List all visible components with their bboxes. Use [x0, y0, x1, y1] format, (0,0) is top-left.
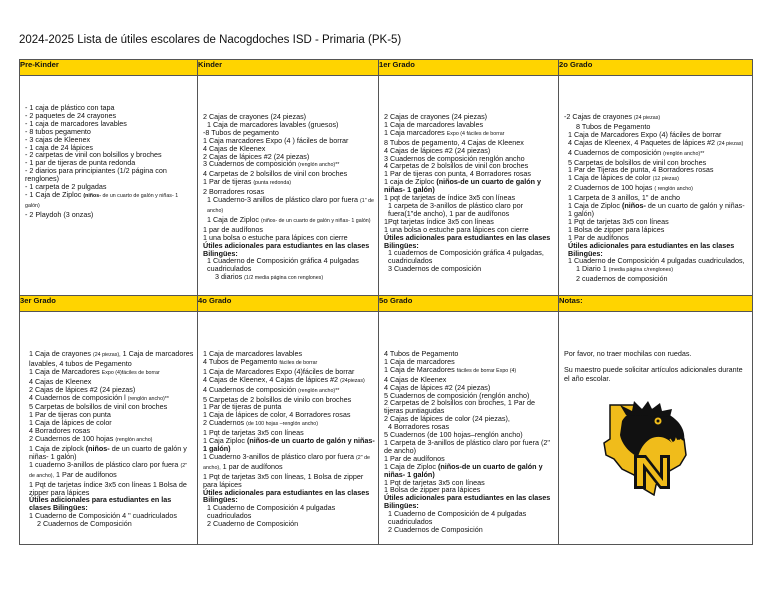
header-grade2: 2o Grado [559, 60, 753, 76]
list-item: 1 Pqt de tarjetas índice 3x5 con líneas 1 Bolsa de zipper para lápices [29, 479, 187, 497]
list-item: 1 Diario 1 (media página c/renglones) [576, 264, 673, 274]
list-item: 4 Cuadernos de composición l (renglón ancho)** [29, 392, 169, 402]
list-item: -2 Cajas de crayones (24 piezas) [564, 112, 661, 121]
list-item: 1 Par de tijeras de punta [203, 402, 282, 412]
list-item: - 1 caja de 24 lápices [25, 142, 93, 152]
list-item: 4 Cajas de Kleenex [203, 143, 266, 153]
list-item: 1 Caja de crayones (24 piezas), 1 Caja de marcadores lavables, 4 tubos de Pegamento [29, 349, 194, 368]
list-item: - 3 cajas de Kleenex [25, 134, 91, 144]
list-item: 4 Tubos de Pegamento fáciles de borrar [203, 356, 318, 366]
list-item: 4 Tubos de Pegamento [384, 349, 459, 358]
cell-grade3 [20, 312, 198, 545]
list-item: 1Pqt tarjetas índice 3x5 con líneas [384, 216, 494, 226]
dragon-spikes [620, 401, 672, 417]
list-item: 1 Par de tijeras (punta redonda) [203, 177, 292, 187]
list-item: - 2 carpetas de vinil con bolsillos y broches [25, 150, 162, 160]
list-item: 1 Bolsa de zipper para lápices [568, 224, 665, 234]
list-item: 4 Borradores rosas [29, 426, 91, 436]
list-item: 2 Carpetas de 2 bolsillos con broches, 1 Par de tijeras puntiagudas [384, 398, 536, 416]
list-item: 2 Cuaderno de Composición [207, 519, 299, 529]
note-item: Su maestro puede solicitar artículos adicionales durante el año escolar. [564, 365, 743, 383]
header-notes: Notas: [559, 296, 753, 312]
list-item: 2 Cuadernos de 100 hojas ( renglón ancho) [568, 183, 693, 193]
list-item: 1 cuadernos de Composición gráfica 4 pulgadas, cuadriculados [388, 248, 544, 266]
list-item: 4 Carpetas de 2 bolsillos de vinil con broches [384, 161, 529, 171]
list-item: 1 Caja de marcadores lavables (gruesos) [207, 119, 339, 129]
list-item: 1 Caja de marcadores [384, 356, 455, 366]
bilingual-heading: Útiles adicionales para estudiantes en las clases Bilingües: [384, 232, 551, 250]
list-item: 2 Cajas de crayones (24 piezas) [203, 112, 307, 121]
list-item: 1 Caja de lápices de color [29, 418, 112, 428]
list-item: - 1 caja de marcadores lavables [25, 118, 127, 128]
list-item: - 1 Caja de Ziploc (niños- de un cuarto de galón y niñas- 1 galón) [25, 189, 179, 209]
list-item: - 1 par de tijeras de punta redonda [25, 158, 136, 168]
list-item: 1 Caja de Marcadores Expo (4)fáciles de borrar [29, 366, 160, 376]
cell-grade2 [559, 76, 753, 296]
list-item: 2 Cajas de lápices #2 (24 piezas) [29, 384, 136, 394]
list-item: 1 Caja de Ziploc (niños- de un cuarto de galón y niñas- 1 galón) [568, 201, 745, 218]
list-item: 1 Caja de marcadores lavables [203, 349, 303, 358]
cell-kinder [198, 76, 379, 296]
list-item: 1 Cuaderno-3 anillos de plástico claro por fuera (1" de ancho) [207, 195, 374, 214]
list-item: 4 Carpetas de 2 bolsillos de vinil con broches [203, 169, 348, 179]
list-item: 1 Cuaderno de Composición de 4 pulgadas cuadriculados [388, 509, 527, 527]
header-kinder: Kinder [198, 60, 379, 76]
list-item: 1 carpeta de 3-anillos de plástico claro por fuera(1"de ancho), 1 par de audífonos [388, 200, 524, 218]
bilingual-heading: Útiles adicionales para estudiantes en las clases Bilingües: [203, 487, 370, 505]
list-item: 1 Caja de Marcadores fáciles de borrar Expo (4) [384, 364, 517, 374]
list-item: 4 Cajas de Kleenex [384, 374, 447, 384]
list-item: 1 Caja de Marcadores Expo (4) fáciles de borrar [568, 129, 722, 139]
header-grade1: 1er Grado [379, 60, 559, 76]
list-item: 2 Cuadernos de Composición [37, 519, 132, 529]
list-item: 4 Cajas de Kleenex, 4 Paquetes de lápices #2 (24 piezas) [568, 137, 744, 147]
list-item: 2 Cuadernos de 100 hojas (renglón ancho) [29, 434, 153, 444]
bilingual-heading: Útiles adicionales para estudiantes en las clases Bilingües: [568, 240, 735, 258]
cell-grade1 [379, 76, 559, 296]
list-item: 1 Caja de ziplock (niños- de un cuarto de galón y niñas- 1 galón) [29, 443, 187, 461]
cell-prek [20, 76, 198, 296]
list-item: 1 Par de Tijeras de punta, 4 Borradores rosas [568, 165, 714, 175]
list-item: 8 Tubos de Pegamento [576, 121, 651, 131]
list-item: 1 Par de audífonos [384, 453, 445, 463]
header-grade4: 4o Grado [198, 296, 379, 312]
list-item: 4 Cajas de lápices #2 (24 piezas) [384, 382, 491, 392]
list-item: 5 Carpetas de 2 bolsillos de vinilo con broches [203, 394, 352, 404]
list-item: 5 Cuadernos de composición (renglón ancho) [384, 390, 530, 400]
page-title: 2024-2025 Lista de útiles escolares de Nacogdoches ISD - Primaria (PK-5) [19, 34, 402, 46]
cell-grade5 [379, 312, 559, 545]
list-item: 1 cuaderno 3-anillos de plástico claro por fuera (2" de ancho), 1 Par de audífonos [29, 459, 188, 479]
list-item: 1 par de audífonos [203, 224, 263, 234]
list-item: 1 Caja de marcadores lavables [384, 119, 484, 129]
list-item: 1 Caja Ziploc (niños-de un cuarto de galón y niñas- 1 galón) [203, 436, 375, 453]
list-item: 1 Cuaderno 3-anillos de plástico claro por fuera (2" de ancho), 1 par de audífonos [203, 451, 370, 471]
list-item: 1 Carpeta de 3 anillos, 1" de ancho [568, 193, 681, 203]
list-item: 5 Cuadernos (de 100 hojas–renglón ancho) [384, 430, 523, 440]
list-item: 3 Cuadernos de composición [388, 264, 482, 274]
header-grade5: 5o Grado [379, 296, 559, 312]
list-item: 2 Cajas de crayones (24 piezas) [384, 112, 488, 121]
header-grade3: 3er Grado [20, 296, 198, 312]
list-item: 1 pqt de tarjetas de índice 3x5 con líneas [384, 193, 516, 203]
list-item: 4 Cajas de Kleenex [29, 376, 92, 386]
dragon-logo-icon [600, 399, 692, 496]
list-item: - 2 diarios para principiantes (1/2 página con renglones) [25, 166, 167, 184]
list-item: 1 Pqt de tarjetas 3x5 con líneas [384, 477, 485, 487]
list-item: 1 Bolsa de zipper para lápices [384, 485, 481, 495]
list-item: 3 Cuadernos de composición renglón ancho [384, 153, 525, 163]
list-item: 1 Par de tijeras con punta [29, 410, 111, 420]
list-item: 1 Caja de lápices de color, 4 Borradores rosas [203, 410, 351, 420]
note-item: Por favor, no traer mochilas con ruedas. [564, 349, 692, 358]
list-item: 4 Cuadernos de composición (renglón ancho)** [203, 384, 340, 394]
list-item: 1 Par de audífonos [568, 232, 629, 242]
list-item: 1 Par de tijeras con punta, 4 Borradores rosas [384, 169, 532, 179]
list-item: - 2 paquetes de 24 crayones [25, 110, 117, 120]
list-item: 1 Caja de Marcadores Expo (4)fáciles de borrar [203, 366, 355, 376]
list-item: 1 Caja de Ziploc (niños-de un cuarto de galón y niñas- 1 galón) [384, 461, 543, 479]
list-item: 1 Cuaderno de Composición 4 pulgadas cuadriculados, [568, 256, 745, 266]
list-item: 1 Caja de lápices de color (12 piezas) [568, 173, 679, 183]
list-item: 1 Cuaderno de Composición gráfica 4 pulgadas cuadriculados [207, 256, 359, 274]
list-item: 2 Cuadernos (de 100 hojas –renglón ancho) [203, 418, 319, 428]
list-item: 1 una bolsa o estuche para lápices con cierre [384, 224, 529, 234]
list-item: - 1 caja de plástico con tapa [25, 103, 115, 112]
list-item: 1 Cuaderno de Composición 4 pulgadas cuadriculados [207, 503, 336, 521]
list-item: - 2 Playdoh (3 onzas) [25, 209, 94, 219]
list-item: 4 Cajas de lápices #2 (24 piezas) [384, 145, 491, 155]
header-prek: Pre-Kinder [20, 60, 198, 76]
list-item: 1 Caja marcadores Expo (4 fáciles de borrar [384, 127, 505, 137]
list-item: 1 Carpeta de 3-anillos de plástico claro por fuera (2" de ancho) [384, 437, 550, 455]
list-item: 3 diarios (1/2 media página con renglones) [215, 272, 324, 282]
list-item: 1 Pqt de tarjetas 3x5 con líneas, 1 Bolsa de zipper para lápices [203, 471, 364, 489]
list-item: 4 Cuadernos de composición (renglón ancho)** [568, 147, 705, 157]
list-item: 1 Pqt de tarjetas 3x5 con líneas [568, 216, 669, 226]
list-item: 2 cuadernos de composición [576, 274, 668, 284]
list-item: 2 Cuadernos de Composición [388, 524, 483, 534]
list-item: 5 Carpetas de bolsillos de vinil con broches [29, 402, 168, 412]
list-item: 4 Borradores rosas [388, 422, 450, 432]
list-item: 1 caja de Ziploc (niños-de un cuarto de galón y niñas- 1 galón) [384, 177, 541, 195]
list-item: 4 Cajas de Kleenex, 4 Cajas de lápices #2 (24piezas) [203, 374, 365, 384]
list-item: 2 Cajas de lápices de color (24 piezas), [384, 414, 510, 424]
list-item: 3 Cuadernos de composición (renglón ancho)** [203, 159, 340, 169]
list-item: 8 Tubos de pegamento, 4 Cajas de Kleenex [384, 137, 524, 147]
list-item: 1 Pqt de tarjetas 3x5 con líneas [203, 428, 304, 438]
list-item: - 8 tubos pegamento [25, 126, 91, 136]
list-item: 5 Carpetas de bolsillos de vinil con broches [568, 157, 707, 167]
bilingual-heading: Útiles adicionales para estudiantes en las clases Bilingües: [384, 493, 551, 511]
bilingual-heading: Útiles adicionales para estudiantes en las clases Bilingües: [203, 240, 370, 258]
list-item: 1 Caja de Ziploc (niños- de un cuarto de galón y niñas- 1 galón) [207, 214, 371, 224]
list-item: 2 Cajas de lápices #2 (24 piezas) [203, 151, 310, 161]
list-item: 2 Borradores rosas [203, 187, 265, 197]
list-item: -8 Tubos de pegamento [203, 127, 279, 137]
list-item: 1 una bolsa o estuche para lápices con cierre [203, 232, 348, 242]
list-item: 1 Cuaderno de Composición 4 " cuadriculados [29, 511, 177, 521]
bilingual-heading: Útiles adicionales para estudiantes en las clases Bilingües: [29, 495, 172, 513]
list-item: - 1 carpeta de 2 pulgadas [25, 182, 107, 192]
cell-grade4 [198, 312, 379, 545]
list-item: 1 Caja marcadores Expo (4 ) fáciles de borrar [203, 135, 349, 145]
